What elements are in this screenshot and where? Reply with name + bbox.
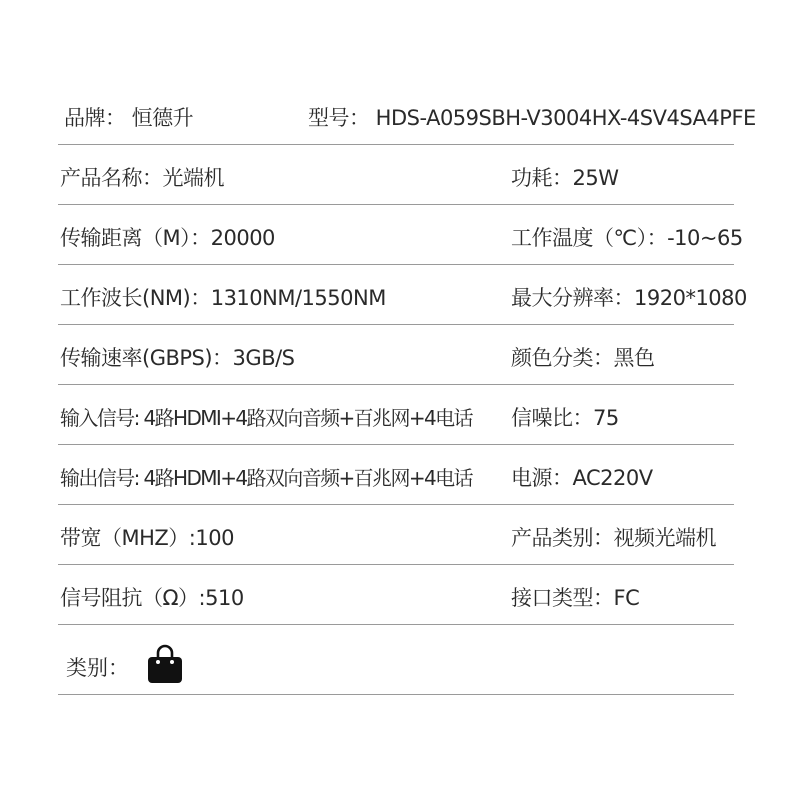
spec-left-value: 带宽（MHZ）:100 xyxy=(60,526,234,550)
spec-row xyxy=(58,325,734,385)
spec-row xyxy=(58,265,747,325)
spec-row-brand-model xyxy=(58,85,756,145)
spec-left-value: 传输速率(GBPS)：3GB/S xyxy=(60,346,295,370)
spec-right-value: 工作温度（℃）：-10~65 xyxy=(511,226,743,250)
category-label: 类别： xyxy=(66,656,129,680)
spec-left-value: 产品名称：光端机 xyxy=(60,166,224,190)
spec-right-value: 颜色分类：黑色 xyxy=(511,346,655,370)
spec-row xyxy=(58,205,743,265)
spec-left-value: 输出信号: 4路HDMI+4路双向音频+百兆网+4电话 xyxy=(60,466,472,490)
spec-left-value: 输入信号: 4路HDMI+4路双向音频+百兆网+4电话 xyxy=(60,406,472,430)
shopping-bag-icon xyxy=(146,644,184,684)
spec-right-value: 功耗：25W xyxy=(511,166,619,190)
spec-row xyxy=(58,505,734,565)
spec-row-category xyxy=(58,635,734,695)
brand-label: 品牌： 恒德升 xyxy=(64,106,194,130)
spec-row xyxy=(58,445,734,505)
spec-row xyxy=(58,565,734,625)
spec-right-value: 产品类别：视频光端机 xyxy=(511,526,716,550)
spec-right-value: 最大分辨率：1920*1080 xyxy=(511,286,747,310)
spec-row xyxy=(58,385,734,445)
model-label: 型号： HDS-A059SBH-V3004HX-4SV4SA4PFE xyxy=(308,106,756,130)
spec-right-value: 电源：AC220V xyxy=(511,466,653,490)
spec-left-value: 信号阻抗（Ω）:510 xyxy=(60,586,244,610)
spec-left-value: 工作波长(NM)：1310NM/1550NM xyxy=(60,286,386,310)
spec-row xyxy=(58,145,734,205)
spec-left-value: 传输距离（M）：20000 xyxy=(60,226,275,250)
spec-right-value: 接口类型：FC xyxy=(511,586,640,610)
spec-right-value: 信噪比：75 xyxy=(511,406,619,430)
